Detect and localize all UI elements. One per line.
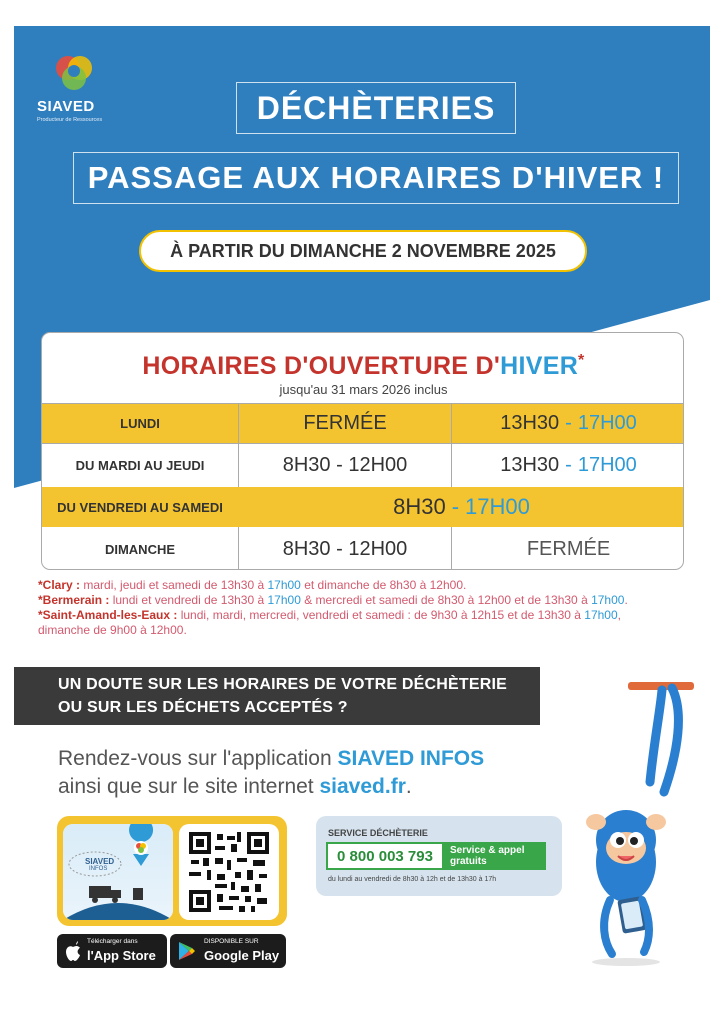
note-text: et dimanche de 8h30 à 12h00.	[300, 578, 467, 592]
afternoon-start: 13H30	[500, 411, 560, 434]
google-play-button[interactable]	[170, 934, 286, 968]
info-text-a: Rendez-vous sur l'application	[58, 747, 338, 770]
day-cell: DU VENDREDI AU SAMEDI	[57, 499, 223, 515]
qr-code-icon	[179, 824, 279, 920]
table-row	[42, 527, 684, 570]
subtitle-box	[73, 152, 679, 204]
continuous-start: 8H30	[393, 494, 446, 519]
banner-line1: UN DOUTE SUR LES HORAIRES DE VOTRE DÉCHÈTERIE	[58, 676, 508, 693]
app-store-button[interactable]	[57, 934, 167, 968]
question-banner	[14, 667, 540, 725]
note-time: 17h00	[267, 593, 301, 607]
note-saint-amand-line2: dimanche de 9h00 à 12h00.	[38, 623, 187, 637]
dash: -	[451, 494, 460, 519]
note-place: *Saint-Amand-les-Eaux :	[38, 608, 178, 622]
schedule-subtitle: jusqu'au 31 mars 2026 inclus	[279, 382, 448, 397]
afternoon-start: 13H30	[500, 454, 560, 476]
logo-name: SIAVED	[37, 98, 95, 115]
logo-tagline: Producteur de Ressources	[37, 117, 103, 123]
day-cell: DIMANCHE	[104, 541, 176, 557]
table-row	[42, 403, 684, 443]
free-line1: Service & appel	[450, 845, 525, 856]
main-title: DÉCHÈTERIES	[256, 89, 496, 126]
banner-line2: OU SUR LES DÉCHETS ACCEPTÉS ?	[58, 699, 348, 716]
app-store-big-text: l'App Store	[87, 948, 156, 963]
main-title-box	[236, 82, 516, 134]
table-row	[42, 487, 684, 527]
service-label: SERVICE DÉCHÈTERIE	[328, 828, 428, 838]
day-cell: DU MARDI AU JEUDI	[75, 458, 205, 473]
note-clary	[38, 578, 718, 593]
dash: -	[565, 411, 572, 434]
note-text: .	[624, 593, 628, 607]
schedule-card	[41, 332, 684, 570]
app-store-small-text: Télécharger dans	[87, 938, 138, 945]
note-time: 17h00	[591, 593, 625, 607]
schedule-title	[42, 352, 684, 381]
app-icon-tile[interactable]	[63, 824, 173, 920]
info-line2	[58, 773, 484, 801]
service-phone[interactable]: 0 800 003 793	[326, 842, 444, 870]
start-date: À PARTIR DU DIMANCHE 2 NOVEMBRE 2025	[170, 240, 556, 261]
app-logo-name: SIAVED	[85, 857, 115, 866]
morning-cell: 8H30 - 12H00	[238, 444, 451, 487]
note-place: *Bermerain :	[38, 593, 110, 607]
note-text: lundi et vendredi de 13h30 à	[109, 593, 268, 607]
dash: -	[565, 454, 572, 476]
apple-icon	[65, 941, 81, 961]
afternoon-end: 17H00	[577, 411, 637, 434]
footnotes	[38, 578, 718, 638]
note-text: mardi, jeudi et samedi de 13h30 à	[80, 578, 268, 592]
monkey-mascot-icon	[580, 672, 710, 972]
app-name-link[interactable]: SIAVED INFOS	[337, 747, 485, 770]
note-saint-amand	[38, 608, 718, 623]
info-period: .	[405, 775, 412, 798]
schedule-title-star: *	[578, 352, 585, 369]
note-time: 17h00	[584, 608, 618, 622]
google-play-big-text: Google Play	[204, 948, 280, 963]
afternoon-cell: FERMÉE	[451, 527, 684, 570]
continuous-cell	[238, 487, 684, 527]
note-place: *Clary :	[38, 578, 81, 592]
note-text: lundi, mardi, mercredi, vendredi et samedi : de 9h30 à 12h15 et de 13h30 à	[177, 608, 585, 622]
app-logo-sub: INFOS	[89, 866, 108, 872]
info-text	[58, 745, 484, 801]
app-panel	[57, 816, 287, 926]
service-card	[316, 816, 562, 896]
google-play-small-text: DISPONIBLE SUR	[204, 938, 259, 945]
note-text: ,	[617, 608, 621, 622]
schedule-title-hiver: HIVER	[500, 352, 579, 380]
website-link[interactable]: siaved.fr	[319, 775, 406, 798]
row-divider	[42, 403, 684, 404]
morning-cell: FERMÉE	[238, 403, 451, 443]
app-illustration-icon	[63, 824, 173, 920]
date-pill	[139, 230, 587, 272]
note-bermerain	[38, 593, 718, 608]
afternoon-end: 17H00	[577, 454, 637, 476]
afternoon-cell	[451, 403, 684, 443]
note-time: 17h00	[267, 578, 301, 592]
note-text: & mercredi et samedi de 8h30 à 12h00 et de 13h30 à	[300, 593, 592, 607]
table-row	[42, 444, 684, 487]
google-play-icon	[178, 941, 196, 961]
afternoon-cell	[451, 444, 684, 487]
info-text-b: ainsi que sur le site internet	[58, 775, 320, 798]
morning-cell: 8H30 - 12H00	[238, 527, 451, 570]
main-subtitle: PASSAGE AUX HORAIRES D'HIVER !	[87, 160, 665, 195]
free-call-badge	[444, 842, 546, 870]
qr-code-tile[interactable]	[179, 824, 279, 920]
schedule-title-part1: HORAIRES D'OUVERTURE D'	[142, 352, 501, 380]
day-cell: LUNDI	[120, 415, 160, 431]
info-line1	[58, 745, 484, 773]
service-hours: du lundi au vendredi de 8h30 à 12h et de 13h30 à 17h	[328, 876, 497, 883]
free-line2: gratuits	[450, 856, 487, 867]
continuous-end: 17H00	[465, 494, 530, 519]
